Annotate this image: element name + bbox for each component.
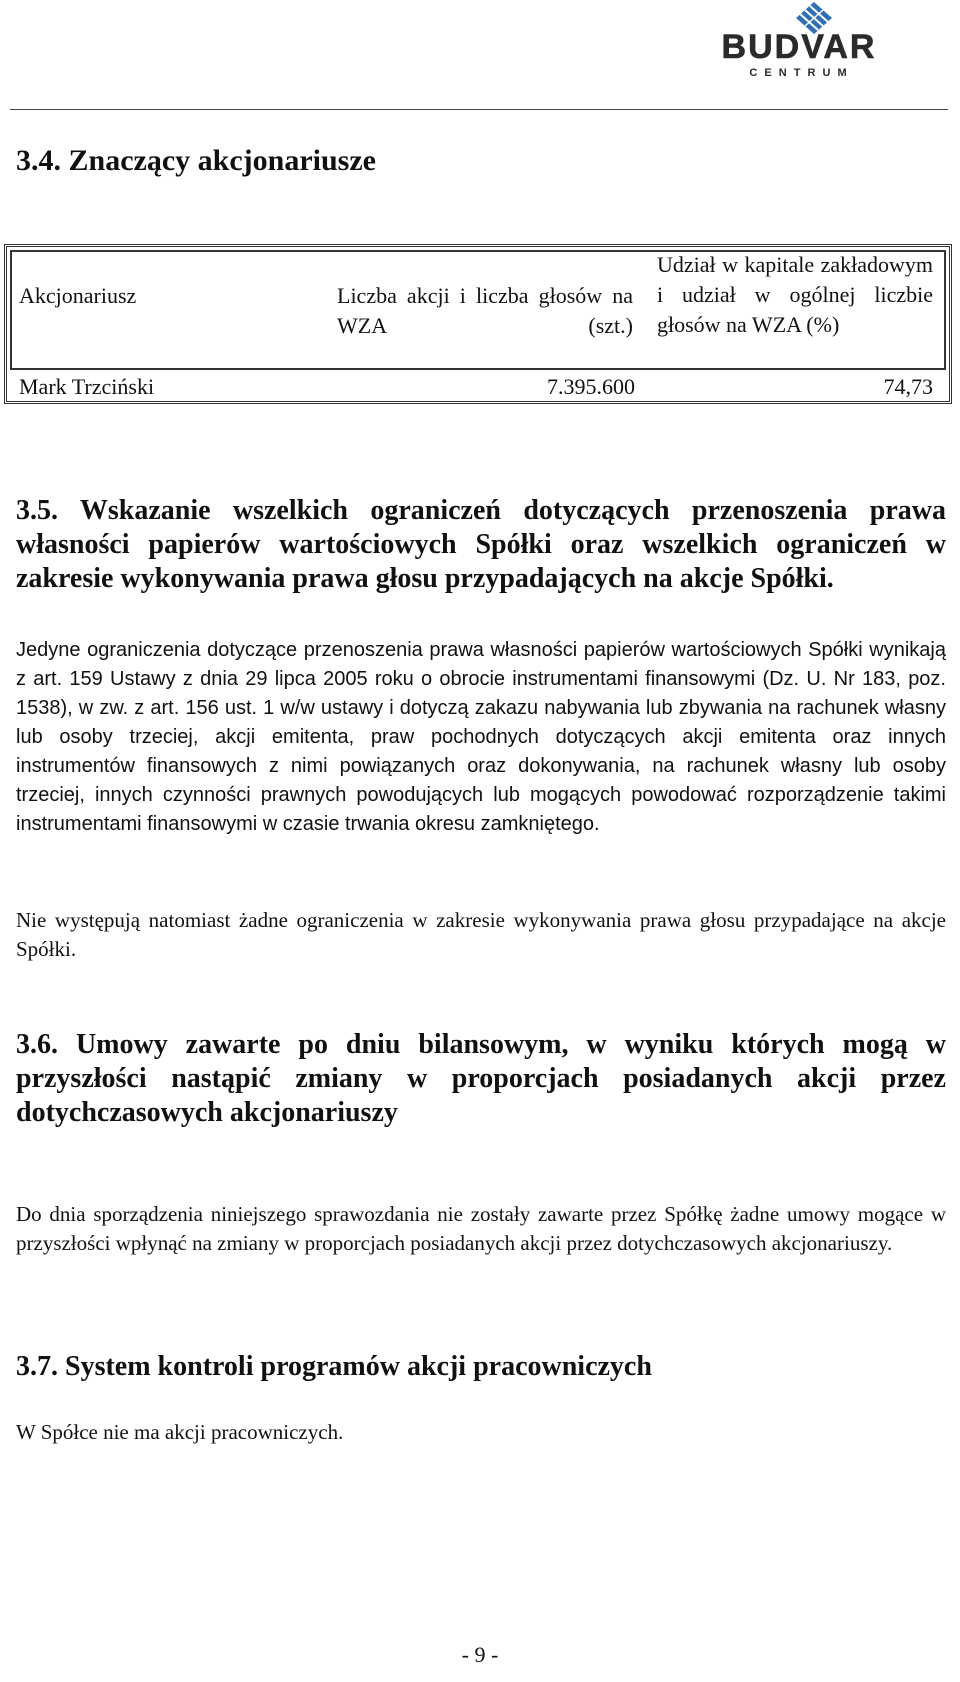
table-cell-shares: 7.395.600 [547,374,635,399]
section-3-5-paragraph-2: Nie występują natomiast żadne ograniczenia w zakresie wykonywania prawa głosu przypadające na akcje Spółki. [16,908,946,961]
section-3-7-paragraph: W Spółce nie ma akcji pracowniczych. [16,1420,344,1444]
page-number: - 9 - [461,1642,499,1667]
header-divider [10,109,948,110]
column-header-stake: Udział w kapitale zakładowym i udział w ogólnej liczbie głosów na WZA (%) [657,252,933,337]
column-header-shareholder: Akcjonariusz [19,283,137,308]
section-3-4-title: 3.4. Znaczący akcjonariusze [16,144,376,177]
table-cell-stake: 74,73 [883,374,933,399]
logo-wordmark: BUDVAR [721,28,877,66]
section-3-6-title: 3.6. Umowy zawarte po dniu bilansowym, w wyniku których mogą w przyszłości nastąpić zmiany w proporcjach posiadanych akcji przez dotychczasowych akcjonariuszy [16,1029,946,1128]
column-header-shares: Liczba akcji i liczba głosów na WZA (szt.) [337,283,633,338]
section-3-7-title: 3.7. System kontroli programów akcji pracowniczych [16,1351,652,1382]
shareholders-table [4,244,952,404]
logo-subtitle: C E N T R U M [749,67,849,79]
budvar-centrum-logo [664,0,934,86]
section-3-6-paragraph: Do dnia sporządzenia niniejszego sprawozdania nie zostały zawarte przez Spółkę żadne umowy mogące w przyszłości wpłynąć na zmiany w proporcjach posiadanych akcji przez dotychczasowych akcjonariuszy. [16,1202,946,1255]
section-3-5-paragraph-1: Jedyne ograniczenia dotyczące przenoszenia prawa własności papierów wartościowych Spółki wynikają z art. 159 Ustawy z dnia 29 lipca 2005 roku o obrocie instrumentami finansowymi (Dz. U. Nr 183, poz. 1538), w zw. z art. 156 ust. 1 w/w ustawy i dotyczą zakazu nabywania lub zbywania na rachunek własny lub osoby trzeciej, akcji emitenta, praw pochodnych dotyczących akcji emitenta oraz innych instrumentów finansowych z nimi powiązanych oraz dokonywania, na rachunek własny lub osoby trzeciej, innych czynności prawnych powodujących lub mogących powodować rozporządzenie takimi instrumentami finansowymi w czasie trwania okresu zamkniętego. [16,639,946,835]
table-cell-shareholder: Mark Trzciński [19,374,155,399]
section-3-5-title: 3.5. Wskazanie wszelkich ograniczeń dotyczących przenoszenia prawa własności papierów wartościowych Spółki oraz wszelkich ograniczeń w zakresie wykonywania prawa głosu przypadających na akcje Spółki. [16,495,946,594]
